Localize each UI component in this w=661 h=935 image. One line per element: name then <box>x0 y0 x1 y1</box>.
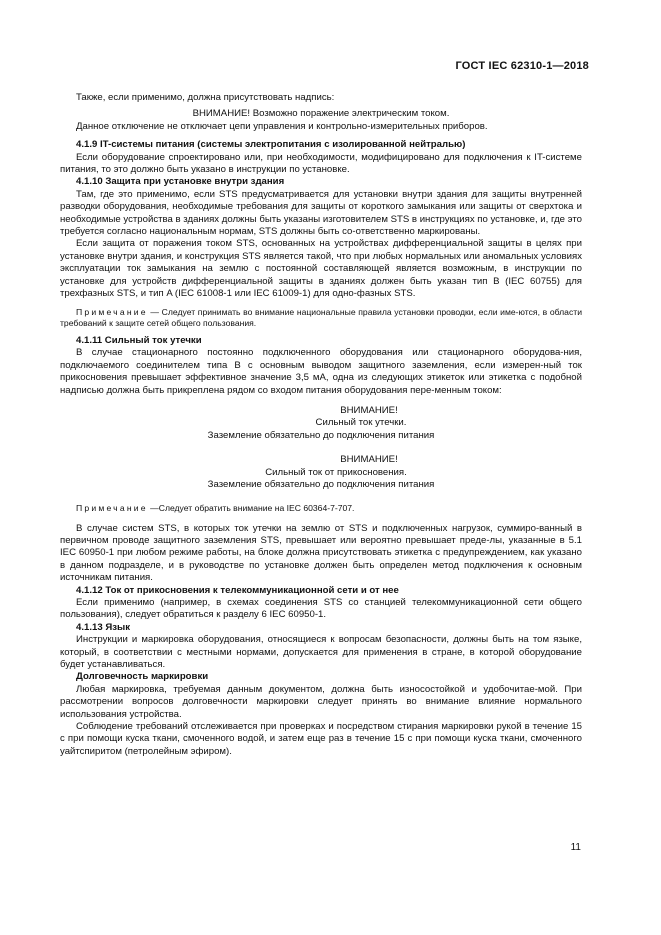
section-4-1-13-text-2: Любая маркировка, требуемая данным документом, должна быть износостойкой и удобочитае-мой. При рассмотрении вопросов долговечности маркировки следует принять во внимание влияние нормального использования устройства. <box>60 683 582 720</box>
section-4-1-11-note <box>60 503 582 514</box>
section-4-1-11-text-2: В случае систем STS, в которых ток утечки на землю от STS и подключенных нагрузок, суммиро-ванный в первичном проводе защитного заземления STS, превышает или вероятно превышает преде-лы, указанные в 5.1 IEC 60950-1 при любом режиме работы, на блоке должна присутствовать этикетка с предупреждением, как указано в данном подразделе, и в руководстве по установке должен быть определен метод подключения к основным источникам питания. <box>60 522 582 584</box>
intro-paragraph: Также, если применимо, должна присутствовать надпись: <box>76 92 335 103</box>
warning-label-2-line-2: Сильный ток от прикосновения. <box>265 466 407 478</box>
section-4-1-13-heading: 4.1.13 Язык <box>76 621 130 633</box>
document-body <box>60 92 582 758</box>
section-4-1-10-text-2: Если защита от поражения током STS, основанных на устройствах дифференциальной защиты в целях при установке внутри здания, и конструкция STS является такой, что при любых нормальных или аномальных условиях эксплуатации ток замыкания на землю с постоянной составляющей является возможным, в инструкции по установке для устройств дифференциальной защиты в зданиях должен быть указан тип B (IEC 60755) для трехфазных STS, и тип A (IEC 61008-1 или IEC 61009-1) для одно-фазных STS. <box>60 238 582 300</box>
warning-label-1-line-1: ВНИМАНИЕ! <box>340 404 398 416</box>
warning-label-1 <box>60 405 582 442</box>
warning-label-2 <box>60 454 582 491</box>
warning-label-2-line-1: ВНИМАНИЕ! <box>340 454 398 466</box>
section-4-1-10-heading: 4.1.10 Защита при установке внутри здания <box>76 176 285 188</box>
note-label: Примечание <box>76 306 148 317</box>
section-4-1-12-text: Если применимо (например, в схемах соединения STS со станцией телекоммуникационной сети общего пользования), следует обратиться к разделу 6 IEC 60950-1. <box>60 597 582 621</box>
section-4-1-10-note <box>60 307 582 329</box>
warning-label-1-line-2: Сильный ток утечки. <box>315 417 407 429</box>
section-4-1-9-text: Если оборудование спроектировано или, при необходимости, модифицировано для подключения к IT-системе питания, то это должно быть указано в инструкции по установке. <box>60 151 582 176</box>
note-text: — Следует принимать во внимание национальные правила установки проводки, если име-ются, в области требований к защите сетей общего пользования. <box>60 306 582 328</box>
warning-label-2-line-3: Заземление обязательно до подключения питания <box>207 478 435 490</box>
warning-label-1-line-3: Заземление обязательно до подключения питания <box>207 429 435 441</box>
section-4-1-13-text-3: Соблюдение требований отслеживается при проверках и посредством стирания маркировки рукой в течение 15 с при помощи куска ткани, смоченного водой, и затем еще раз в течение 15 с при помощи куска ткани, смоченного уайтспиритом (петролейным эфиром). <box>60 721 582 757</box>
section-4-1-10-text-1: Там, где это применимо, если STS предусматривается для установки внутри здания для защиты внутренней разводки оборудования, необходимые требования для защиты от короткого замыкания или защиты от сверхтока и необходимые устройства в зданиях должны быть указаны изготовителем STS в инструкциях по установке, и, где это требуется согласно национальным нормам, STS должны быть со-ответственно маркированы. <box>60 188 582 238</box>
note-text-2: —Следует обратить внимание на IEC 60364-7-707. <box>147 503 355 514</box>
section-4-1-12-heading: 4.1.12 Ток от прикосновения к телекоммуникационной сети и от нее <box>76 584 399 596</box>
section-4-1-11-text-1: В случае стационарного постоянно подключенного оборудования или стационарного оборудова-ния, подключаемого соединителем типа B с основным выводом защитного заземления, если измерен-ный ток прикосновения превышает эффективное значение 3,5 мА, одна из следующих этикеток или этикетка с подобной надписью должна быть прикреплена рядом со входом питания оборудования пере-менным током: <box>60 347 582 396</box>
intro-paragraph-2: Данное отключение не отключает цепи управления и контрольно-измерительных приборов. <box>76 120 488 132</box>
section-4-1-9-heading: 4.1.9 IT-системы питания (системы электропитания с изолированной нейтралью) <box>76 139 466 151</box>
page-number: 11 <box>570 842 581 853</box>
standard-code: ГОСТ IEC 62310-1—2018 <box>455 60 589 72</box>
section-4-1-13-text-1: Инструкции и маркировка оборудования, относящиеся к вопросам безопасности, должны быть на том языке, который, в соответствии с местными нормами, допускается для применения в стране, в которой оборудование будет устанавливаться. <box>60 634 582 671</box>
marking-durability-heading: Долговечность маркировки <box>76 671 209 683</box>
intro-warning: ВНИМАНИЕ! Возможно поражение электрическим током. <box>192 108 450 120</box>
section-4-1-11-heading: 4.1.11 Сильный ток утечки <box>76 334 202 346</box>
note-label-2: Примечание <box>76 503 148 514</box>
